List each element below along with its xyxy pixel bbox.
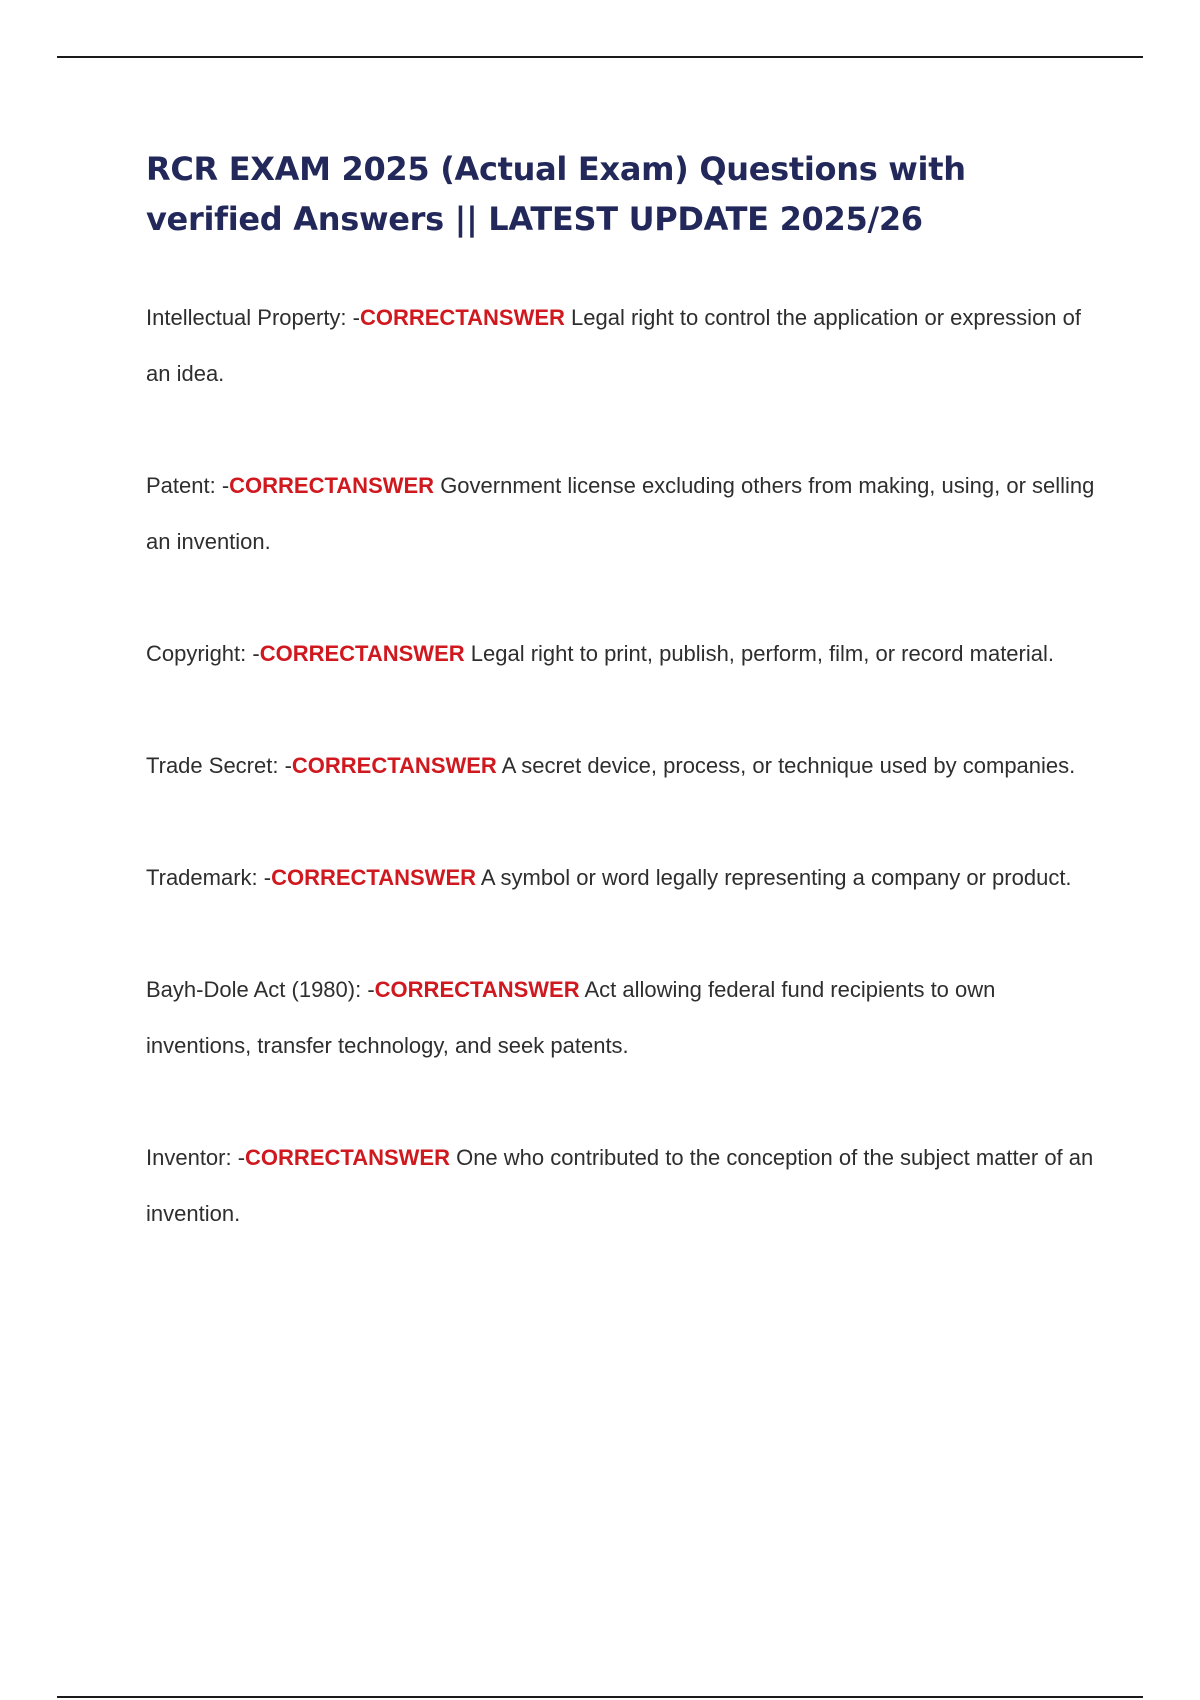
header-rule (57, 56, 1143, 58)
qa-item-bayh-dole-act (146, 962, 1096, 1074)
footer-rule (57, 1696, 1143, 1698)
qa-term: Patent: - (146, 473, 230, 498)
qa-definition: Act allowing federal fund recipients to own inventions, transfer technology, and seek patents. (146, 977, 996, 1058)
qa-term: Trademark: - (146, 865, 272, 890)
qa-item-intellectual-property (146, 290, 1096, 402)
correct-answer-marker: CORRECTANSWER (359, 305, 565, 330)
qa-item-trade-secret (146, 738, 1096, 794)
qa-item-copyright (146, 626, 1096, 682)
qa-definition: Legal right to print, publish, perform, film, or record material. (464, 641, 1054, 666)
qa-term: Bayh-Dole Act (1980): - (146, 977, 375, 1002)
qa-definition: A symbol or word legally representing a company or product. (476, 865, 1072, 890)
correct-answer-marker: CORRECTANSWER (259, 641, 465, 666)
qa-term: Copyright: - (146, 641, 260, 666)
correct-answer-marker: CORRECTANSWER (229, 473, 435, 498)
document-title: RCR EXAM 2025 (Actual Exam) Questions with verified Answers || LATEST UPDATE 2025/26 (146, 150, 966, 238)
qa-item-patent (146, 458, 1096, 570)
correct-answer-marker: CORRECTANSWER (271, 865, 477, 890)
qa-definition: One who contributed to the conception of the subject matter of an invention. (146, 1145, 1094, 1226)
qa-term: Intellectual Property: - (146, 305, 360, 330)
correct-answer-marker: CORRECTANSWER (291, 753, 497, 778)
qa-definition: Government license excluding others from making, using, or selling an invention. (146, 473, 1095, 554)
qa-definition: Legal right to control the application or expression of an idea. (146, 305, 1081, 386)
qa-term: Inventor: - (146, 1145, 246, 1170)
qa-term: Trade Secret: - (146, 753, 292, 778)
document-body (146, 144, 1096, 1298)
qa-list (146, 290, 1096, 1242)
qa-definition: A secret device, process, or technique used by companies. (496, 753, 1076, 778)
qa-item-trademark (146, 850, 1096, 906)
correct-answer-marker: CORRECTANSWER (374, 977, 580, 1002)
qa-item-inventor (146, 1130, 1096, 1242)
correct-answer-marker: CORRECTANSWER (245, 1145, 450, 1170)
